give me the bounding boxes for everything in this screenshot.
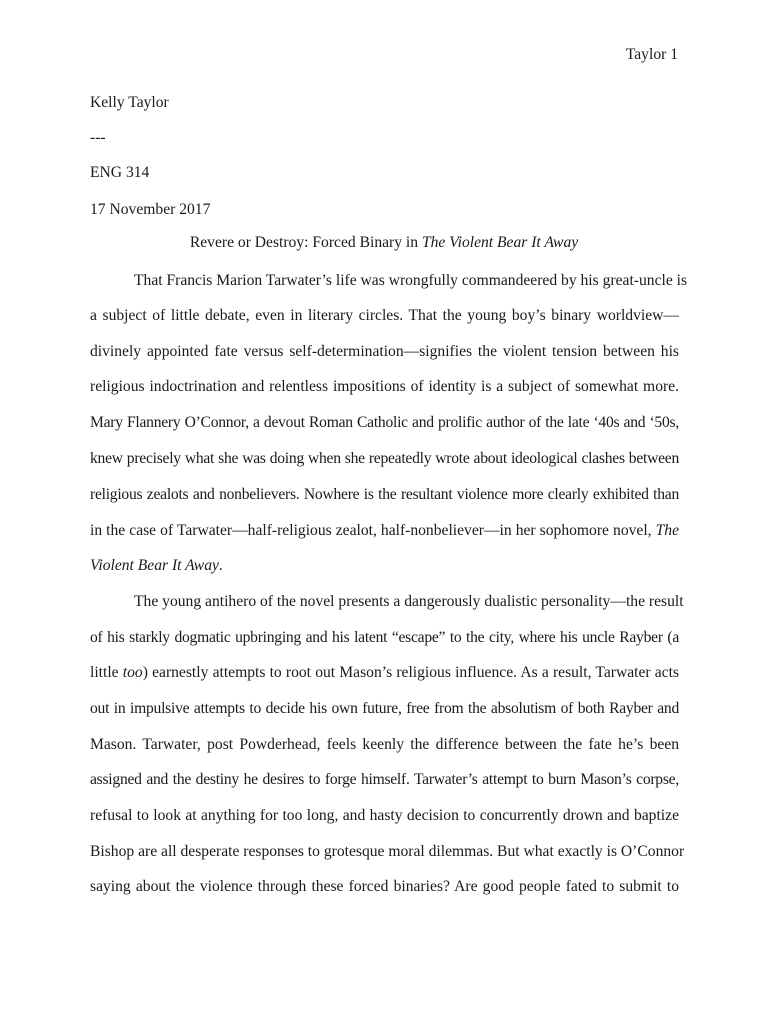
paragraph-1-line: religious zealots and nonbelievers. Nowhere is the resultant violence more clearly exhibited than xyxy=(90,486,679,503)
paragraph-2-line xyxy=(90,663,679,683)
paragraph-2-line: The young antihero of the novel presents a dangerously dualistic personality—the result xyxy=(134,593,684,610)
paragraph-2-line: refusal to look at anything for too long, and hasty decision to concurrently drown and baptize xyxy=(90,807,679,824)
paragraph-2-line: Bishop are all desperate responses to grotesque moral dilemmas. But what exactly is O’Connor xyxy=(90,843,685,860)
paragraph-1-line: divinely appointed fate versus self-determination—signifies the violent tension between his xyxy=(90,343,679,360)
date-line: 17 November 2017 xyxy=(90,201,211,218)
essay-title-book: The Violent Bear It Away xyxy=(421,234,579,251)
line-text: ) earnestly attempts to root out Mason’s religious influence. As a result, Tarwater acts xyxy=(142,664,680,681)
paragraph-2-line: out in impulsive attempts to decide his own future, free from the absolutism of both Rayber and xyxy=(90,700,679,717)
essay-title xyxy=(90,233,678,253)
emphasis-italic: too xyxy=(122,664,143,681)
paragraph-1-line: That Francis Marion Tarwater’s life was wrongfully commandeered by his great-uncle is xyxy=(134,272,688,289)
book-title-italic: Violent Bear It Away xyxy=(90,557,219,574)
paragraph-2-line: of his starkly dogmatic upbringing and his latent “escape” to the city, where his uncle Rayber (a xyxy=(90,629,679,646)
paragraph-1-line: Mary Flannery O’Connor, a devout Roman Catholic and prolific author of the late ‘40s and ‘50s, xyxy=(90,414,679,431)
running-header-page-number: Taylor 1 xyxy=(625,46,678,63)
book-title-italic: The xyxy=(655,522,679,539)
paragraph-1-line: knew precisely what she was doing when she repeatedly wrote about ideological clashes between xyxy=(90,450,679,467)
course-name: ENG 314 xyxy=(90,164,150,181)
line-text: little xyxy=(90,664,123,681)
line-text: in the case of Tarwater—half-religious zealot, half-nonbeliever—in her sophomore novel, xyxy=(90,522,656,539)
paragraph-2-line: saying about the violence through these forced binaries? Are good people fated to submit to xyxy=(90,878,679,895)
paragraph-2-line: Mason. Tarwater, post Powderhead, feels keenly the difference between the fate he’s been xyxy=(90,736,679,753)
line-text: . xyxy=(218,557,223,574)
paragraph-1-line: a subject of little debate, even in literary circles. That the young boy’s binary worldview— xyxy=(90,307,679,324)
instructor-name: --- xyxy=(90,129,106,146)
paragraph-1-line xyxy=(90,556,679,576)
essay-title-text: Revere or Destroy: Forced Binary in xyxy=(189,234,422,251)
author-name: Kelly Taylor xyxy=(90,94,169,111)
paragraph-1-line xyxy=(90,521,679,541)
paragraph-2-line: assigned and the destiny he desires to forge himself. Tarwater’s attempt to burn Mason’s corpse, xyxy=(90,771,679,788)
paragraph-1-line: religious indoctrination and relentless impositions of identity is a subject of somewhat more. xyxy=(90,378,679,395)
